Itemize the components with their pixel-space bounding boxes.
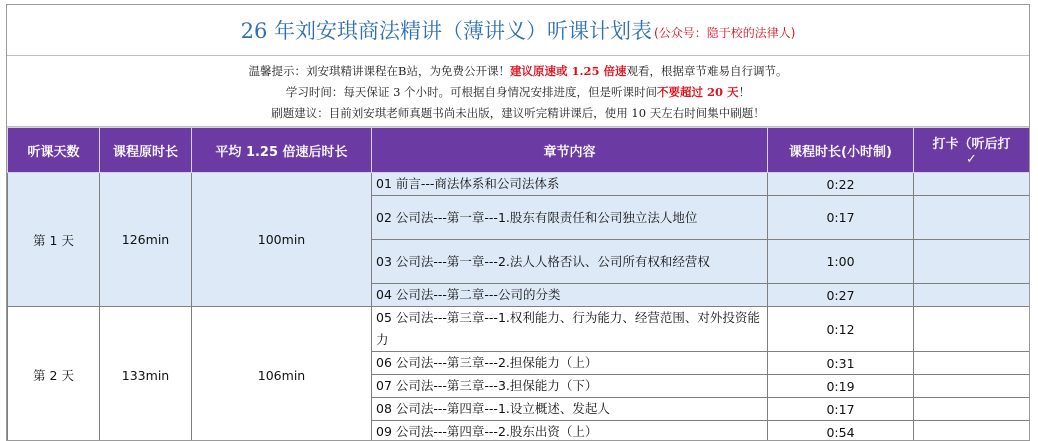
chapter-cell: 02 公司法---第一章---1.股东有限责任和公司独立法人地位 xyxy=(372,196,768,240)
day-cell: 第 2 天 xyxy=(8,307,100,441)
plan-sheet xyxy=(6,4,1030,441)
duration-cell: 0:54 xyxy=(768,421,914,441)
duration-cell: 0:27 xyxy=(768,284,914,307)
header-checkin-label: 打卡（听后打 xyxy=(932,137,1011,152)
info-line-2-b: ！ xyxy=(738,85,751,99)
schedule-table xyxy=(7,127,1030,441)
duration-cell: 0:31 xyxy=(768,352,914,375)
orig-duration-cell: 133min xyxy=(100,307,192,441)
duration-cell: 0:17 xyxy=(768,196,914,240)
header-checkin xyxy=(914,128,1030,173)
chapter-cell: 05 公司法---第三章---1.权利能力、行为能力、经营范围、对外投资能力 xyxy=(372,307,768,352)
title-row xyxy=(7,5,1029,56)
chapter-cell: 03 公司法---第一章---2.法人人格否认、公司所有权和经营权 xyxy=(372,240,768,284)
header-duration: 课程时长(小时制) xyxy=(768,128,914,173)
info-line-2 xyxy=(7,82,1029,103)
speed-duration-cell: 100min xyxy=(192,173,372,307)
info-line-1-red: 建议原速或 1.25 倍速 xyxy=(509,64,627,78)
speed-duration-cell: 106min xyxy=(192,307,372,441)
duration-cell: 0:22 xyxy=(768,173,914,196)
table-row xyxy=(8,307,1030,352)
chapter-cell: 07 公司法---第三章---3.担保能力（下） xyxy=(372,375,768,398)
orig-duration-cell: 126min xyxy=(100,173,192,307)
checkin-cell[interactable] xyxy=(914,398,1030,421)
checkin-cell[interactable] xyxy=(914,240,1030,284)
table-header-row xyxy=(8,128,1030,173)
info-line-1-b: 观看，根据章节难易自行调节。 xyxy=(626,64,788,78)
header-day: 听课天数 xyxy=(8,128,100,173)
chapter-cell: 01 前言---商法体系和公司法体系 xyxy=(372,173,768,196)
table-row xyxy=(8,173,1030,196)
chapter-cell: 09 公司法---第四章---2.股东出资（上） xyxy=(372,421,768,441)
chapter-cell: 08 公司法---第四章---1.设立概述、发起人 xyxy=(372,398,768,421)
info-block xyxy=(7,56,1029,127)
duration-cell: 0:19 xyxy=(768,375,914,398)
info-line-2-red: 不要超过 20 天 xyxy=(657,85,739,99)
page-title: 26 年刘安琪商法精讲（薄讲义）听课计划表 xyxy=(240,19,653,43)
checkin-cell[interactable] xyxy=(914,284,1030,307)
chapter-cell: 06 公司法---第三章---2.担保能力（上） xyxy=(372,352,768,375)
duration-cell: 0:12 xyxy=(768,307,914,352)
duration-cell: 0:17 xyxy=(768,398,914,421)
checkin-cell[interactable] xyxy=(914,352,1030,375)
checkin-cell[interactable] xyxy=(914,421,1030,441)
duration-cell: 1:00 xyxy=(768,240,914,284)
info-line-2-a: 学习时间：每天保证 3 个小时。可根据自身情况安排进度，但是听课时间 xyxy=(285,85,658,99)
checkin-cell[interactable] xyxy=(914,173,1030,196)
info-line-1-a: 温馨提示：刘安琪精讲课程在B站，为免费公开课！ xyxy=(248,64,510,78)
checkin-cell[interactable] xyxy=(914,307,1030,352)
info-line-3: 刷题建议：目前刘安琪老师真题书尚未出版，建议听完精讲课后，使用 10 天左右时间集中刷题！ xyxy=(271,106,765,120)
header-speed-duration: 平均 1.25 倍速后时长 xyxy=(192,128,372,173)
header-orig-duration: 课程原时长 xyxy=(100,128,192,173)
check-icon: ✓ xyxy=(966,152,977,167)
day-cell: 第 1 天 xyxy=(8,173,100,307)
title-note: (公众号：隐于校的法律人) xyxy=(654,25,796,40)
chapter-cell: 04 公司法---第二章---公司的分类 xyxy=(372,284,768,307)
header-chapter: 章节内容 xyxy=(372,128,768,173)
info-line-1 xyxy=(7,61,1029,82)
checkin-cell[interactable] xyxy=(914,375,1030,398)
checkin-cell[interactable] xyxy=(914,196,1030,240)
